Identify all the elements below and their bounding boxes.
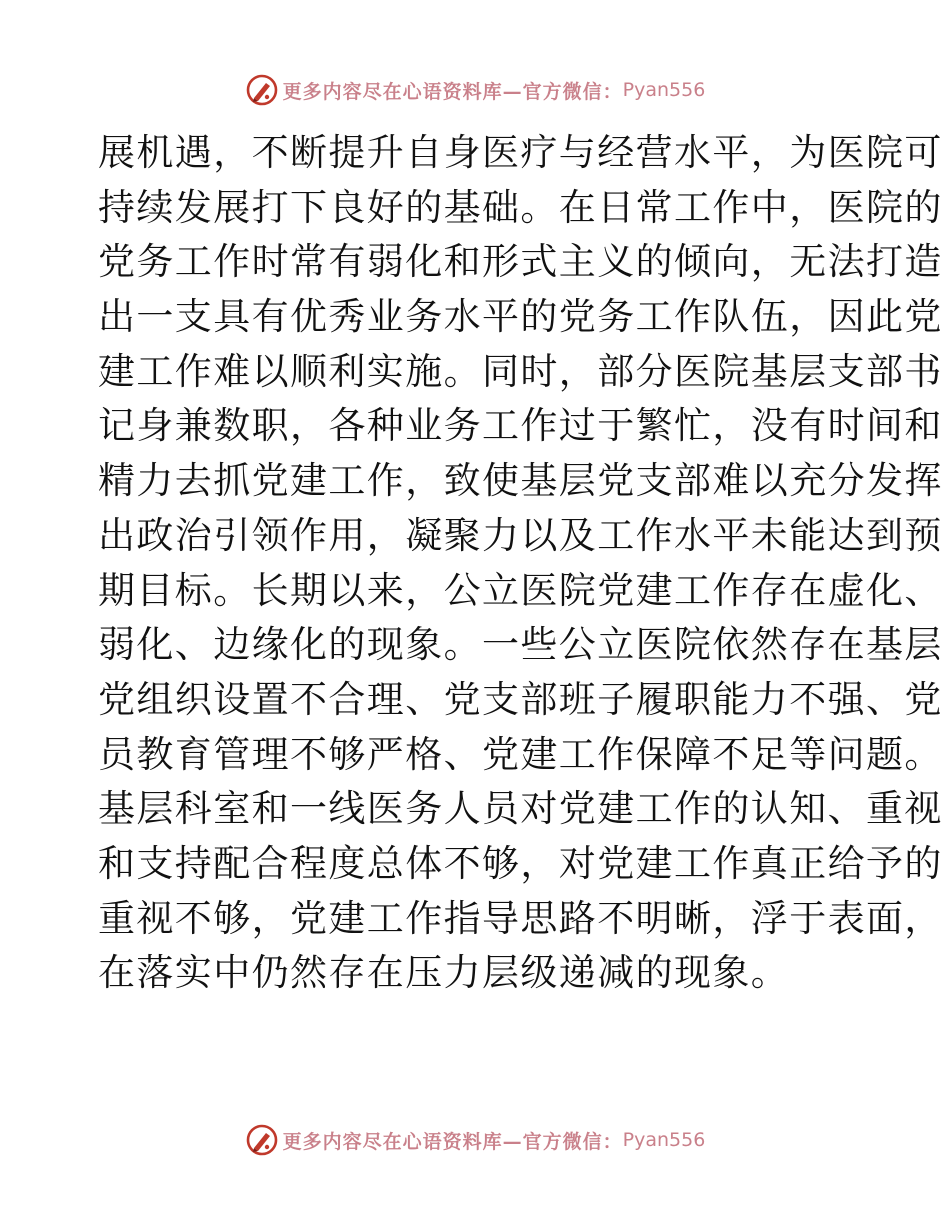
body-line: 弱化、边缘化的现象。一些公立医院依然存在基层 <box>98 623 943 667</box>
body-line: 基层科室和一线医务人员对党建工作的认知、重视 <box>98 787 943 831</box>
body-line: 员教育管理不够严格、党建工作保障不足等问题。 <box>98 732 943 776</box>
red-circular-pen-logo-icon <box>245 73 279 107</box>
header-banner-text: 更多内容尽在心语资料库—官方微信： <box>282 80 623 103</box>
body-line: 党务工作时常有弱化和形式主义的倾向，无法打造 <box>98 240 943 284</box>
body-line: 持续发展打下良好的基础。在日常工作中，医院的 <box>98 185 943 229</box>
footer-banner-text: 更多内容尽在心语资料库—官方微信： <box>282 1130 623 1153</box>
body-line: 和支持配合程度总体不够，对党建工作真正给予的 <box>98 841 943 885</box>
footer-banner-content <box>245 1123 706 1157</box>
body-line: 党组织设置不合理、党支部班子履职能力不强、党 <box>98 677 943 721</box>
body-line: 出一支具有优秀业务水平的党务工作队伍，因此党 <box>98 295 943 339</box>
body-line: 期目标。长期以来，公立医院党建工作存在虚化、 <box>98 568 943 612</box>
body-line: 建工作难以顺利实施。同时，部分医院基层支部书 <box>98 349 943 393</box>
body-line: 精力去抓党建工作，致使基层党支部难以充分发挥 <box>98 459 943 503</box>
document-body <box>98 126 943 1001</box>
header-banner-content <box>245 73 706 107</box>
body-line: 重视不够，党建工作指导思路不明晰，浮于表面， <box>98 896 943 940</box>
body-line: 在落实中仍然存在压力层级递减的现象。 <box>98 951 790 995</box>
body-line: 展机遇，不断提升自身医疗与经营水平，为医院可 <box>98 131 943 174</box>
footer-wechat-id: Pyan556 <box>622 1129 706 1151</box>
body-line: 出政治引领作用，凝聚力以及工作水平未能达到预 <box>98 513 943 557</box>
header-wechat-id: Pyan556 <box>622 79 706 101</box>
red-circular-pen-logo-icon <box>245 1123 279 1157</box>
body-line: 记身兼数职，各种业务工作过于繁忙，没有时间和 <box>98 404 943 448</box>
header-banner <box>0 70 950 110</box>
footer-banner <box>0 1120 950 1160</box>
